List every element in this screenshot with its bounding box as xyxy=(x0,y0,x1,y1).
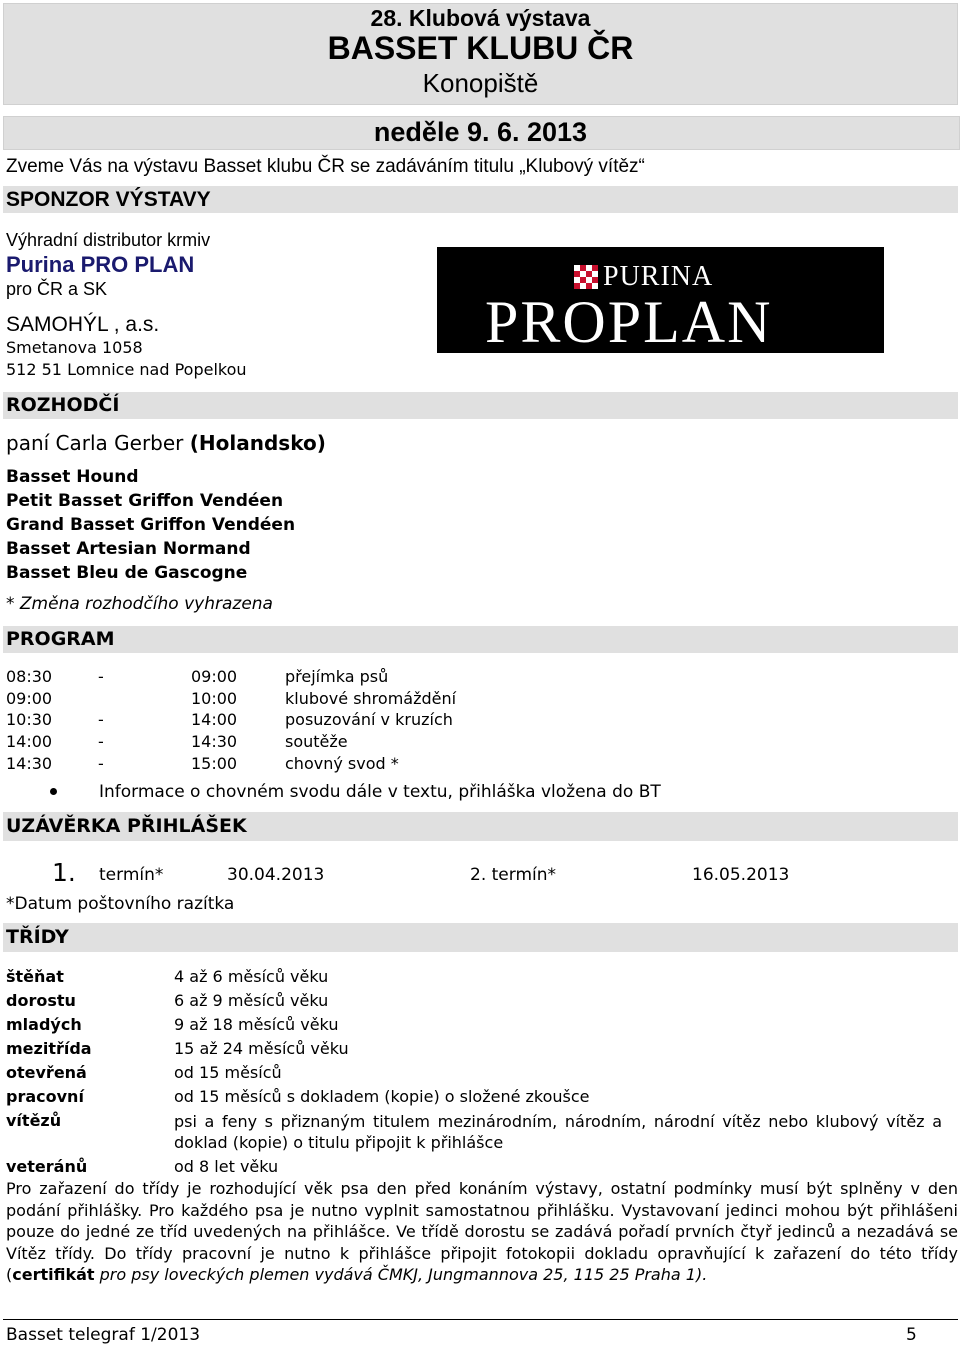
deadline-date1: 30.04.2013 xyxy=(227,865,325,885)
class-name: vítězů xyxy=(6,1111,62,1130)
program-dash: - xyxy=(98,754,104,773)
judge-country: (Holandsko) xyxy=(189,431,326,455)
class-desc: od 15 měsíců xyxy=(174,1063,282,1082)
class-name: pracovní xyxy=(6,1087,84,1106)
deadline-label1: termín* xyxy=(99,865,164,885)
class-desc: 6 až 9 měsíců věku xyxy=(174,991,329,1010)
program-from: 14:00 xyxy=(6,732,53,751)
classes-heading: TŘÍDY xyxy=(6,926,69,948)
class-desc: 15 až 24 měsíců věku xyxy=(174,1039,349,1058)
deadline-date2: 16.05.2013 xyxy=(692,865,790,885)
sponsor-street: Smetanova 1058 xyxy=(6,338,143,357)
program-to: 14:30 xyxy=(191,732,238,751)
intro-text: Zveme Vás na výstavu Basset klubu ČR se zadáváním titulu „Klubový vítěz“ xyxy=(6,156,645,177)
program-dash: - xyxy=(98,667,104,686)
program-to: 14:00 xyxy=(191,710,238,729)
sponsor-heading: SPONZOR VÝSTAVY xyxy=(6,188,211,211)
deadline-label2: 2. termín* xyxy=(470,865,556,885)
class-name: otevřená xyxy=(6,1063,87,1082)
breed-item: Basset Bleu de Gascogne xyxy=(6,563,248,583)
footer-rule xyxy=(3,1319,958,1320)
logo-main-text: PROPLAN xyxy=(485,289,773,355)
program-label: soutěže xyxy=(285,732,348,751)
program-to: 15:00 xyxy=(191,754,238,773)
sponsor-line3: pro ČR a SK xyxy=(6,279,108,299)
program-to: 09:00 xyxy=(191,667,238,686)
class-desc: od 8 let věku xyxy=(174,1157,279,1176)
header-title: BASSET KLUBU ČR xyxy=(327,30,634,66)
purina-checkerboard-icon xyxy=(574,265,598,289)
program-label: klubové shromáždění xyxy=(285,689,457,708)
deadline-num1: 1. xyxy=(52,858,76,887)
purina-proplan-logo xyxy=(437,247,884,353)
program-from: 14:30 xyxy=(6,754,53,773)
classes-paragraph-italic: pro psy loveckých plemen vydává ČMKJ, Jungmannova 25, 115 25 Praha 1). xyxy=(94,1265,708,1284)
header-location: Konopiště xyxy=(422,68,539,98)
logo-top-text: PURINA xyxy=(603,261,714,292)
class-desc: 4 až 6 měsíců věku xyxy=(174,967,329,986)
judge-note: * Změna rozhodčího vyhrazena xyxy=(6,594,273,614)
breed-item: Petit Basset Griffon Vendéen xyxy=(6,491,284,511)
deadline-heading: UZÁVĚRKA PŘIHLÁŠEK xyxy=(6,815,247,837)
program-bullet-text: Informace o chovném svodu dále v textu, přihláška vložena do BT xyxy=(99,782,661,802)
program-from: 09:00 xyxy=(6,689,53,708)
header-line1: 28. Klubová výstava xyxy=(370,5,591,31)
judge-line xyxy=(6,431,326,455)
program-label: přejímka psů xyxy=(285,667,389,686)
footer-publication: Basset telegraf 1/2013 xyxy=(6,1325,201,1345)
sponsor-city: 512 51 Lomnice nad Popelkou xyxy=(6,360,247,379)
program-heading: PROGRAM xyxy=(6,628,115,650)
program-label: posuzování v kruzích xyxy=(285,710,453,729)
program-dash: - xyxy=(98,732,104,751)
classes-paragraph-bold: certifikát xyxy=(12,1265,95,1284)
class-name: veteránů xyxy=(6,1157,88,1176)
program-from: 08:30 xyxy=(6,667,53,686)
breed-item: Basset Artesian Normand xyxy=(6,539,251,559)
class-desc: od 15 měsíců s dokladem (kopie) o složené zkoušce xyxy=(174,1087,590,1106)
judge-name: paní Carla Gerber xyxy=(6,431,184,455)
class-name: mladých xyxy=(6,1015,82,1034)
judge-heading: ROZHODČÍ xyxy=(6,394,120,416)
sponsor-brand: Purina PRO PLAN xyxy=(6,252,195,277)
program-heading-band xyxy=(3,626,958,653)
program-to: 10:00 xyxy=(191,689,238,708)
breed-item: Basset Hound xyxy=(6,467,139,487)
class-name: dorostu xyxy=(6,991,76,1010)
class-desc: psi a feny s přiznaným titulem mezinárodním, národním, národní vítěz nebo klubový vítěz a doklad (kopie) o titulu připojit k přihlášce xyxy=(174,1112,942,1152)
judge-heading-band xyxy=(3,392,958,419)
program-dash: - xyxy=(98,710,104,729)
bullet-icon xyxy=(50,788,57,795)
deadline-note: *Datum poštovního razítka xyxy=(6,894,235,914)
breed-item: Grand Basset Griffon Vendéen xyxy=(6,515,296,535)
footer-page-number: 5 xyxy=(906,1325,917,1345)
sponsor-company: SAMOHÝL , a.s. xyxy=(6,313,160,336)
classes-heading-band xyxy=(3,923,958,952)
class-name: štěňat xyxy=(6,967,64,986)
class-desc: 9 až 18 měsíců věku xyxy=(174,1015,339,1034)
program-label: chovný svod * xyxy=(285,754,399,773)
class-name: mezitřída xyxy=(6,1039,92,1058)
program-from: 10:30 xyxy=(6,710,53,729)
classes-paragraph-text: Pro zařazení do třídy je rozhodující věk psa den před konáním výstavy, ostatní podmínky musí být splněny v den podání přihlášky. Pro každého psa je nutno vyplnit samostatnou přihlášku. Vystavovaní jedinci mohou být přihlášeni pouze do jedné ze tříd uvedených na přihlášce. Ve třídě dorostu se zadává pořadí prvních čtyř jedinců a nezadává se Vítěz třídy. Do třídy pracovní je nutno k přihlášce připojit fotokopii dokladu opravňující k zařazení do této třídy ( xyxy=(6,1179,958,1284)
show-date: neděle 9. 6. 2013 xyxy=(373,117,588,147)
classes-paragraph xyxy=(6,1178,958,1286)
sponsor-line1: Výhradní distributor krmiv xyxy=(6,230,211,250)
